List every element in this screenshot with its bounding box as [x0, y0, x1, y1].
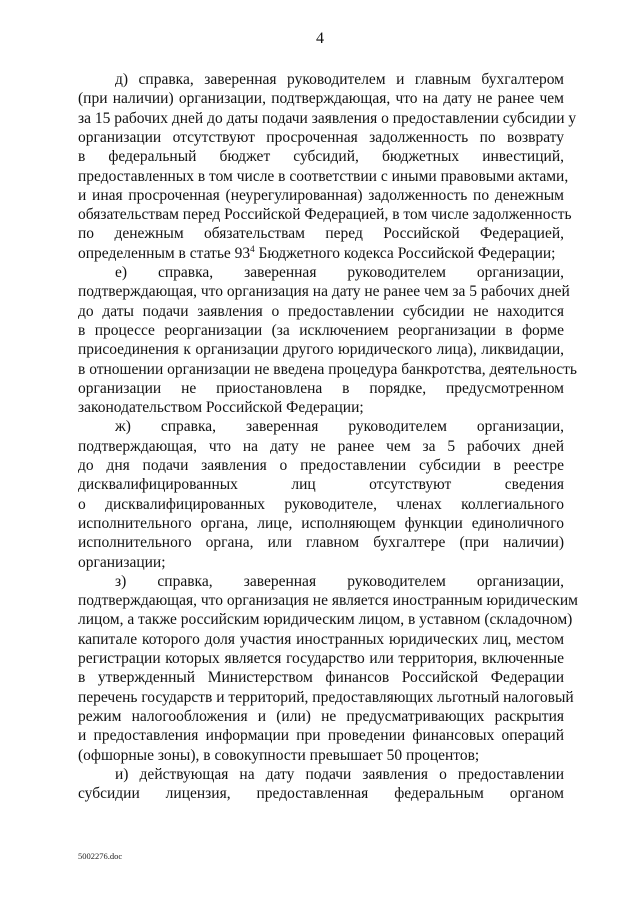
text-line	[78, 167, 569, 187]
superscript: 4	[250, 243, 255, 254]
text-line	[115, 263, 564, 283]
text-line-continuation: Бюджетного кодекса Российской Федерации;	[254, 244, 556, 262]
text-line-content: и) действующая на дату подачи заявления о предоставлении	[115, 765, 564, 783]
text-line	[78, 591, 578, 611]
text-line	[115, 572, 564, 592]
text-line	[78, 147, 564, 167]
text-line	[78, 340, 564, 360]
text-line	[115, 70, 564, 90]
text-line	[78, 533, 564, 553]
text-line	[78, 89, 564, 109]
text-line-content: д) справка, заверенная руководителем и главным бухгалтером	[115, 71, 564, 88]
text-line	[78, 553, 564, 573]
text-line-content: до дня подачи заявления о предоставлении субсидии в реестре	[78, 457, 564, 474]
text-line	[78, 726, 564, 746]
text-line-content: регистрации которых является государство или территория, включенные	[78, 650, 564, 667]
text-line	[78, 475, 564, 495]
text-line-content: организации;	[78, 553, 166, 571]
text-line-content: дисквалифицированных лиц отсутствуют сведения	[78, 476, 564, 494]
text-line	[78, 379, 564, 399]
text-line-content: з) справка, заверенная руководителем организации,	[115, 572, 564, 590]
text-line	[78, 186, 564, 206]
text-line	[78, 514, 564, 534]
text-line-content: и иная просроченная (неурегулированная) задолженность по денежным	[78, 186, 564, 204]
text-line-content: исполнительного органа, или главном бухгалтере (при наличии)	[78, 534, 564, 552]
text-line-content: субсидии лицензия, предоставленная федеральным органом	[78, 785, 564, 803]
text-line-content: обязательствам перед Российской Федерацией, в том числе задолженность	[78, 206, 572, 224]
text-line-content: перечень государств и территорий, предоставляющих льготный налоговый	[78, 688, 574, 706]
text-line	[78, 128, 564, 148]
text-line-content: е) справка, заверенная руководителем организации,	[115, 264, 564, 281]
text-line-content: в федеральный бюджет субсидий, бюджетных инвестиций,	[78, 148, 564, 166]
text-line	[78, 437, 564, 457]
text-line	[78, 784, 564, 804]
text-line	[78, 456, 564, 476]
text-line	[78, 668, 564, 688]
text-line-content: лицом, а также российским юридическим лицом, в уставном (складочном)	[78, 611, 573, 629]
text-line	[78, 707, 564, 727]
text-line	[78, 630, 564, 650]
text-line	[78, 649, 564, 669]
text-line-content: до даты подачи заявления о предоставлении субсидии не находится	[78, 302, 564, 320]
text-line-content: присоединения к организации другого юридического лица), ликвидации,	[78, 341, 564, 359]
text-line	[78, 282, 570, 302]
text-line	[78, 205, 572, 225]
file-name-footer: 5002276.doc	[78, 851, 123, 861]
text-line-content: подтверждающая, что на дату не ранее чем за 5 рабочих дней	[78, 437, 564, 455]
text-line-content: за 15 рабочих дней до даты подачи заявления о предоставлении субсидии у	[78, 109, 577, 127]
text-line-content: предоставленных в том числе в соответствии с иными правовыми актами,	[78, 167, 569, 185]
text-line	[78, 746, 564, 766]
text-line-content: ж) справка, заверенная руководителем организации,	[115, 418, 564, 436]
text-line-content: по денежным обязательствам перед Российской Федерацией,	[78, 225, 564, 243]
text-line-content: определенным в статье 93	[78, 244, 251, 262]
text-line-content: о дисквалифицированных руководителе, членах коллегиального	[78, 495, 564, 513]
text-line	[78, 321, 564, 341]
text-line-content: в утвержденный Министерством финансов Российской Федерации	[78, 669, 564, 687]
text-line	[78, 109, 577, 129]
text-line	[78, 244, 564, 264]
text-line-content: подтверждающая, что организация на дату не ранее чем за 5 рабочих дней	[78, 283, 570, 301]
text-line	[78, 495, 564, 515]
text-line	[115, 417, 564, 437]
text-line-content: исполнительного органа, лице, исполняющем функции единоличного	[78, 514, 564, 532]
text-line-content: в процессе реорганизации (за исключением реорганизации в форме	[78, 321, 564, 339]
text-line-content: режим налогообложения и (или) не предусматривающих раскрытия	[78, 707, 564, 725]
text-line-content: в отношении организации не введена процедура банкротства, деятельность	[78, 360, 577, 378]
text-line	[78, 224, 564, 244]
text-line-content: (офшорные зоны), в совокупности превышает 50 процентов;	[78, 746, 480, 764]
text-line	[78, 688, 574, 708]
text-line-content: (при наличии) организации, подтверждающая, что на дату не ранее чем	[78, 90, 564, 108]
text-line	[115, 765, 564, 785]
text-line	[78, 360, 577, 380]
text-line	[78, 610, 573, 630]
page-number: 4	[316, 30, 324, 47]
text-line-content: капитале которого доля участия иностранных юридических лиц, местом	[78, 630, 564, 648]
text-line	[78, 302, 564, 322]
text-line	[78, 398, 564, 418]
text-line-content: подтверждающая, что организация не является иностранным юридическим	[78, 592, 578, 610]
text-line-content: организации не приостановлена в порядке, предусмотренном	[78, 379, 564, 397]
text-line-content: и предоставления информации при проведении финансовых операций	[78, 727, 564, 745]
text-line-content: законодательством Российской Федерации;	[78, 399, 364, 417]
text-line-content: организации отсутствуют просроченная задолженность по возврату	[78, 128, 564, 146]
